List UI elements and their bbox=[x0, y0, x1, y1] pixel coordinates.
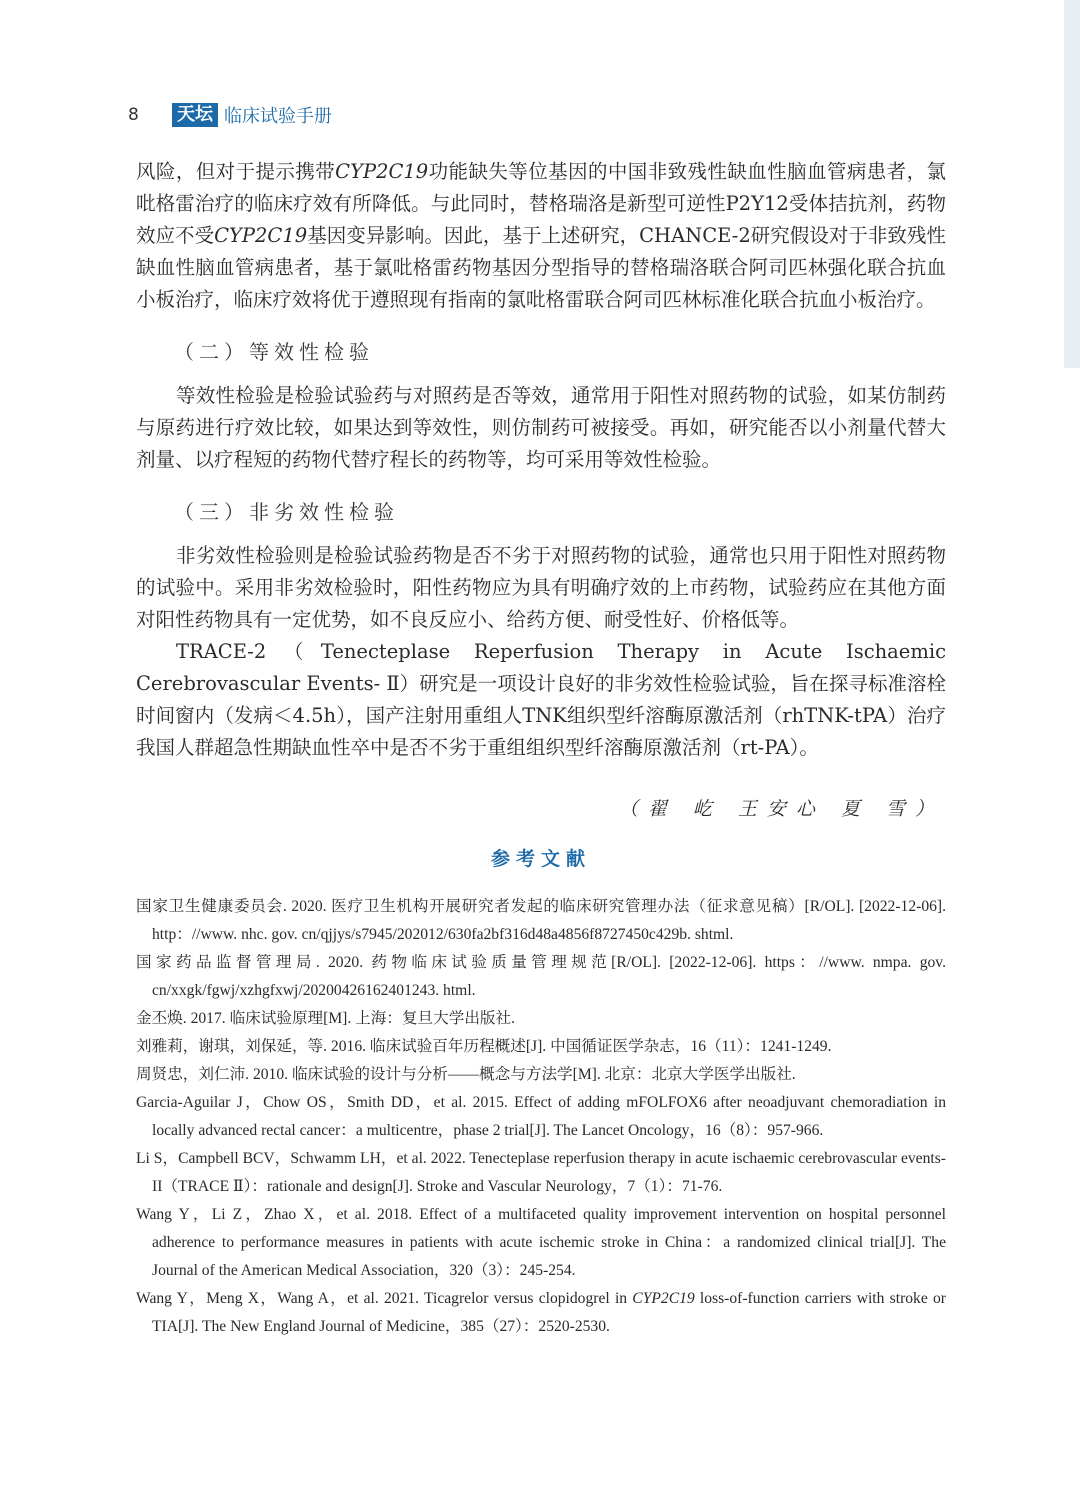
gene-name: CYP2C19 bbox=[214, 224, 308, 247]
paragraph-chance2 bbox=[136, 156, 946, 316]
reference-item: Li S，Campbell BCV，Schwamm LH，et al. 2022. Tenecteplase reperfusion therapy in acute ischaemic cerebrovascular events-II（TRACE Ⅱ）：rationale and design[J]. Stroke and Vascular Neurology，7（1）：71-76. bbox=[136, 1150, 946, 1195]
gene-name: CYP2C19 bbox=[335, 160, 429, 183]
authors: （翟 屹 王安心 夏 雪） bbox=[618, 798, 944, 820]
text-segment: 风险，但对于提示携带 bbox=[136, 160, 336, 183]
reference-item: 刘雅莉，谢琪，刘保延，等. 2016. 临床试验百年历程概述[J]. 中国循证医学杂志，16（11）：1241-1249. bbox=[136, 1038, 832, 1055]
brand-badge: 天坛 bbox=[172, 103, 218, 127]
reference-item: Wang Y，Li Z，Zhao X，et al. 2018. Effect of a multifaceted quality improvement intervention on hospital personnel adherence to performance measures in patients with acute ischemic stroke in China：a randomized clinical trial[J]. The Journal of the American Medical Association，320（3）：245-254. bbox=[136, 1206, 946, 1279]
text-segment: Wang Y，Meng X，Wang A，et al. 2021. Ticagrelor versus clopidogrel in bbox=[136, 1290, 633, 1307]
page-header bbox=[128, 101, 332, 129]
paragraph-trace2: TRACE-2（Tenecteplase Reperfusion Therapy in Acute Ischaemic Cerebrovascular Events- Ⅱ）研究是一项设计良好的非劣效性检验试验，旨在探寻标准溶栓时间窗内（发病＜4.5h），国产注射用重组人TNK组织型纤溶酶原激活剂（rhTNK-tPA）治疗我国人群超急性期缺血性卒中是否不劣于重组组织型纤溶酶原激活剂（rt-PA）。 bbox=[136, 640, 946, 759]
section-heading-noninferiority: （三）非劣效性检验 bbox=[174, 500, 399, 524]
gene-name: CYP2C19 bbox=[632, 1290, 695, 1307]
text-segment: loss-of-function carriers with stroke or TIA[J]. The New England Journal of Medicine，385（27）：2520-2530. bbox=[152, 1290, 946, 1335]
reference-item: 周贤忠，刘仁沛. 2010. 临床试验的设计与分析——概念与方法学[M]. 北京：北京大学医学出版社. bbox=[136, 1066, 796, 1083]
book-title: 临床试验手册 bbox=[224, 106, 332, 127]
page-content bbox=[136, 156, 946, 1341]
text-segment: 基因变异影响。因此，基于上述研究，CHANCE-2研究假设对于非致残性缺血性脑血管病患者，基于氯吡格雷药物基因分型指导的替格瑞洛联合阿司匹林强化联合抗血小板治疗，临床疗效将优于遵照现有指南的氯吡格雷联合阿司匹林标准化联合抗血小板治疗。 bbox=[136, 224, 946, 311]
reference-item: Garcia-Aguilar J，Chow OS，Smith DD，et al. 2015. Effect of adding mFOLFOX6 after neoadjuvant chemoradiation in locally advanced rectal cancer：a multicentre，phase 2 trial[J]. The Lancet Oncology，16（8）：957-966. bbox=[136, 1094, 946, 1139]
paragraph-noninferiority: 非劣效性检验则是检验试验药物是否不劣于对照药物的试验，通常也只用于阳性对照药物的试验中。采用非劣效检验时，阳性药物应为具有明确疗效的上市药物，试验药应在其他方面对阳性药物具有一定优势，如不良反应小、给药方便、耐受性好、价格低等。 bbox=[136, 544, 946, 631]
reference-item: 国家药品监督管理局. 2020. 药物临床试验质量管理规范[R/OL]. [2022-12-06]. https：//www. nmpa. gov. cn/xxgk/fgwj/xzhgfxwj/20200426162401243. html. bbox=[136, 954, 946, 999]
reference-item: 金丕焕. 2017. 临床试验原理[M]. 上海：复旦大学出版社. bbox=[136, 1010, 516, 1027]
references-title: 参考文献 bbox=[490, 848, 591, 870]
reference-list bbox=[136, 893, 946, 1341]
reference-item: 国家卫生健康委员会. 2020. 医疗卫生机构开展研究者发起的临床研究管理办法（征求意见稿）[R/OL]. [2022-12-06]. http：//www. nhc. gov. cn/qjjys/s7945/202012/630fa2bf316d48a4856f8727450c429b. shtml. bbox=[136, 898, 946, 943]
paragraph-equivalence: 等效性检验是检验试验药与对照药是否等效，通常用于阳性对照药物的试验，如某仿制药与原药进行疗效比较，如果达到等效性，则仿制药可被接受。再如，研究能否以小剂量代替大剂量、以疗程短的药物代替疗程长的药物等，均可采用等效性检验。 bbox=[136, 384, 946, 471]
section-heading-equivalence: （二）等效性检验 bbox=[174, 340, 374, 364]
reference-item bbox=[136, 1285, 946, 1341]
page-edge-strip bbox=[1064, 0, 1080, 368]
page-number: 8 bbox=[128, 105, 139, 125]
text-segment: 功能缺失等位基因的中国非致残性缺血性脑血管病患者，氯吡格雷治疗的临床疗效有所降低。与此同时，替格瑞洛是新型可逆性P2Y12受体拮抗剂，药物效应不受 bbox=[136, 160, 946, 247]
